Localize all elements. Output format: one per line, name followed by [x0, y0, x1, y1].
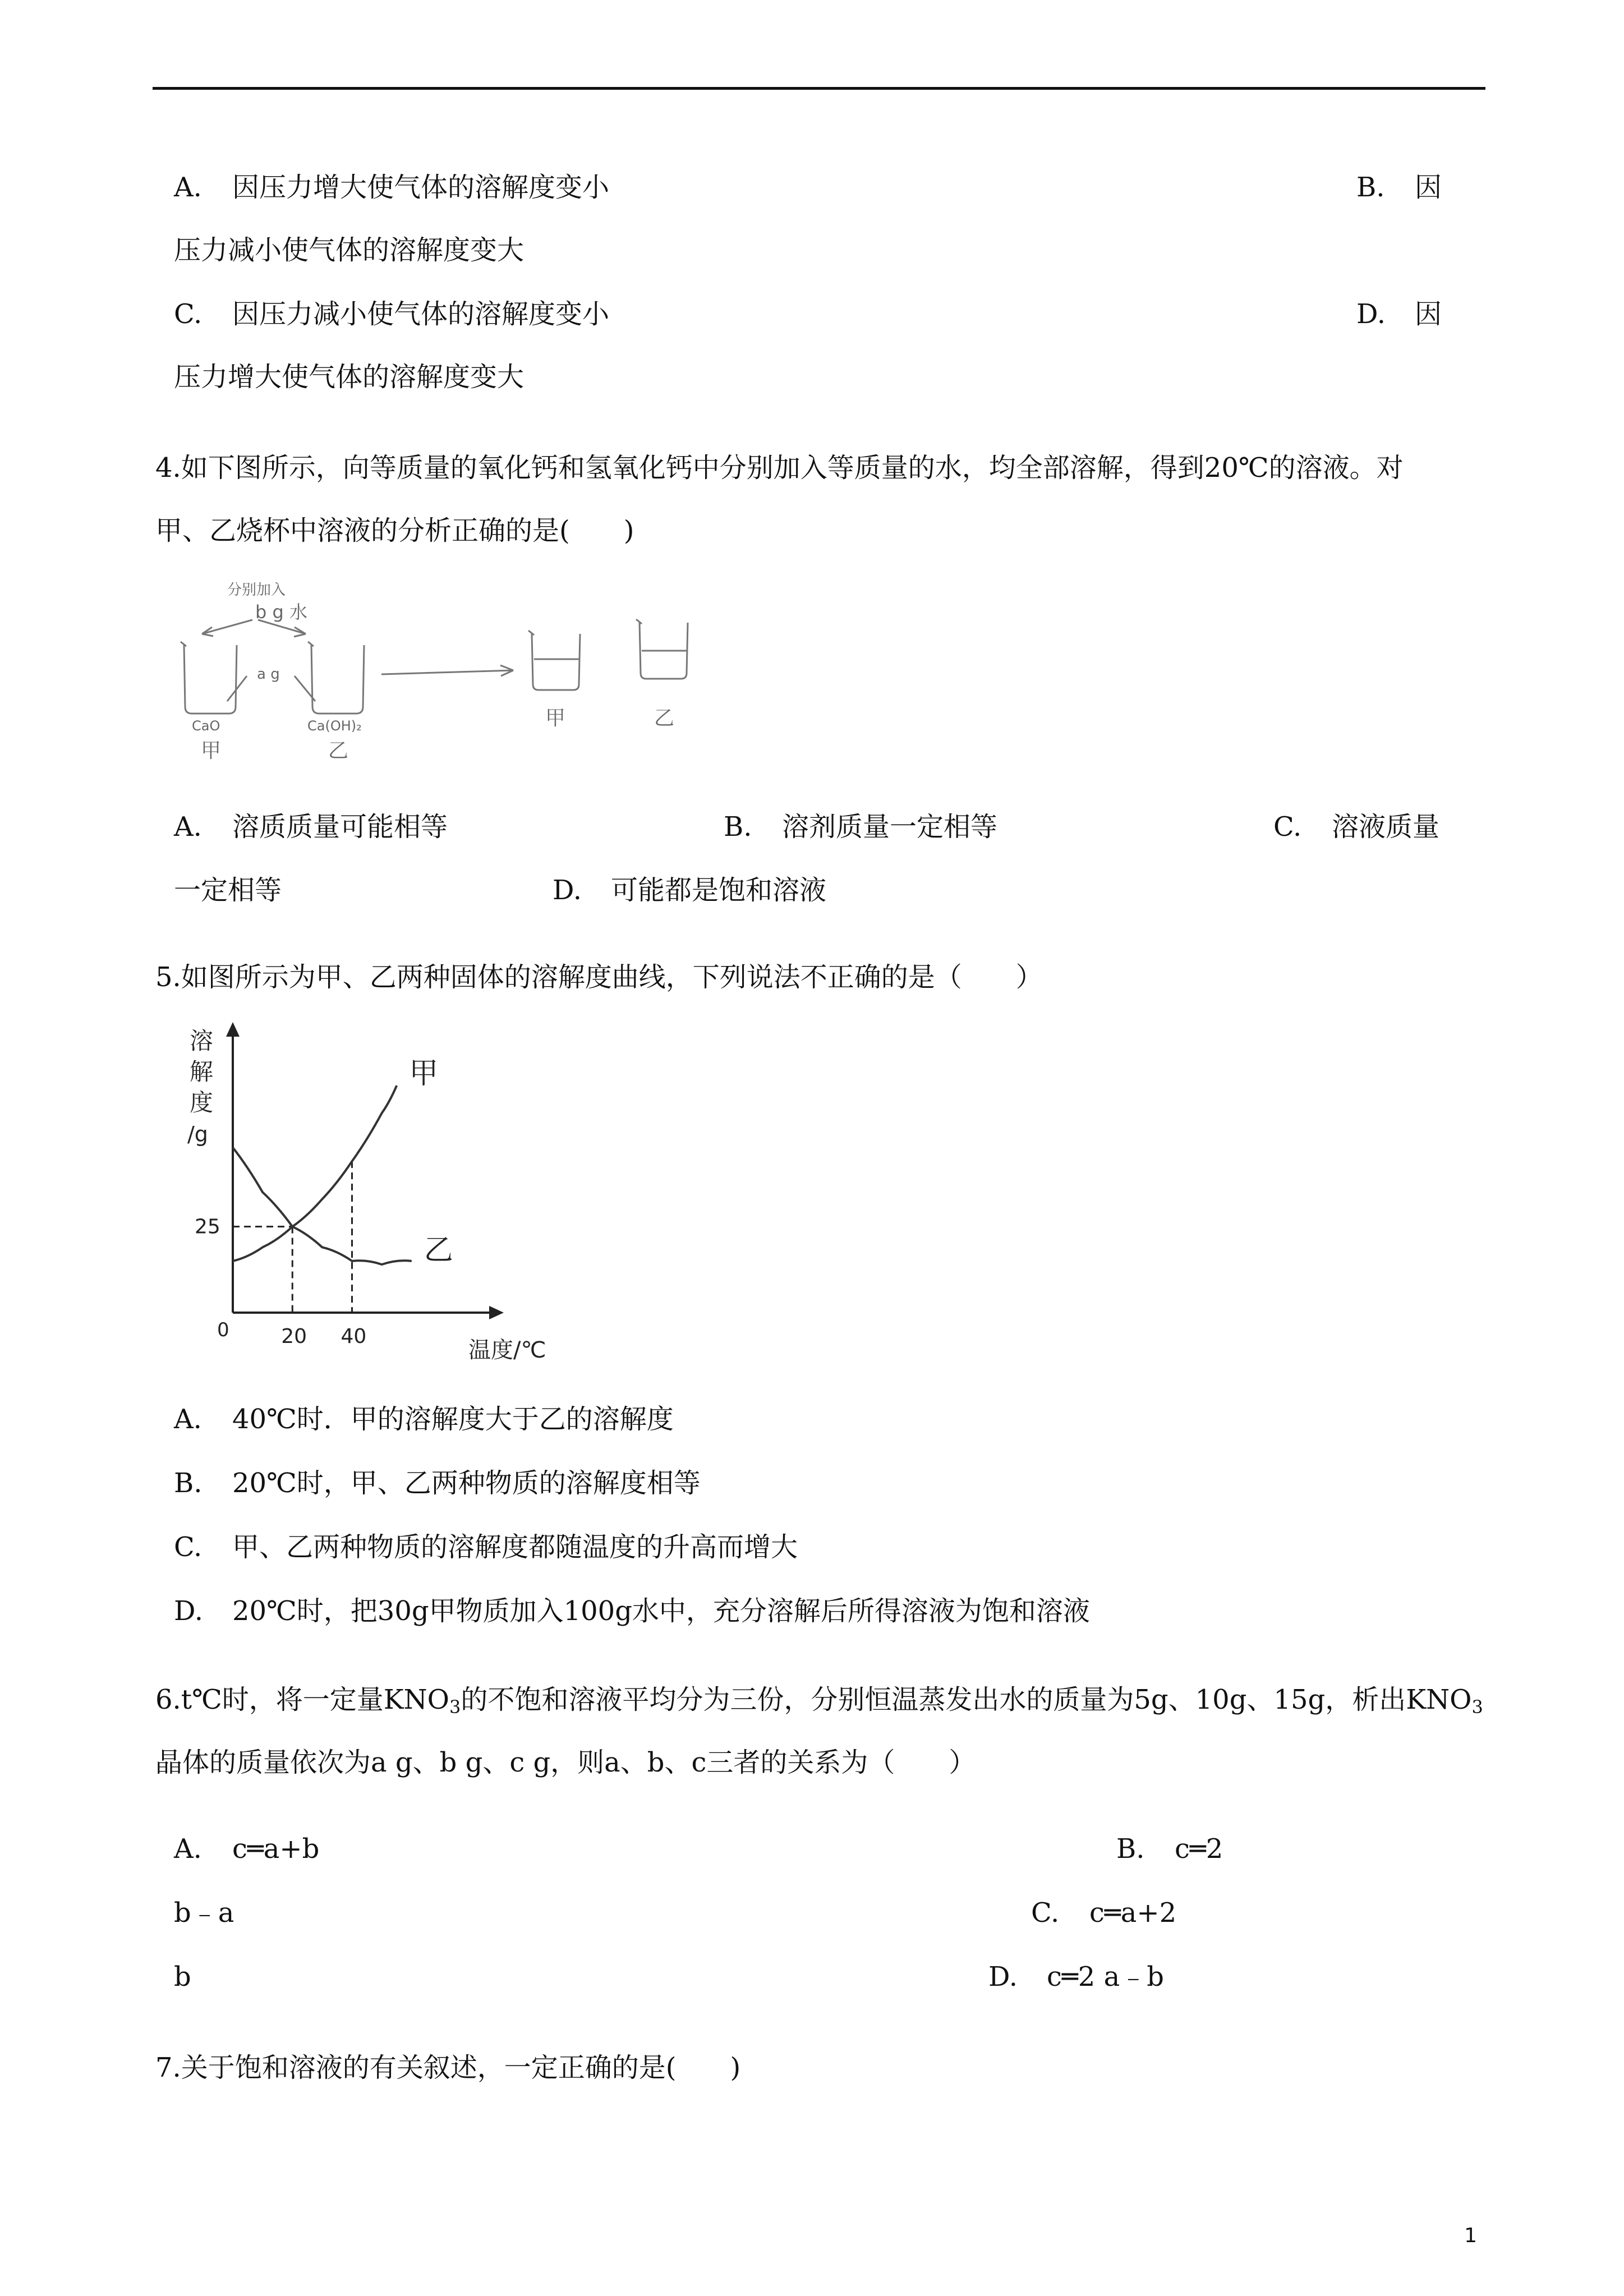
- q6-option-b-head: B. c═2: [1116, 1833, 1223, 1865]
- beaker-jia-left: [184, 645, 237, 714]
- q3-option-b-tail: 压力减小使气体的溶解度变大: [174, 234, 525, 266]
- y-tick-label-25: 25: [195, 1215, 220, 1239]
- q5-option-d: D. 20℃时，把30g甲物质加入100g水中，充分溶解后所得溶液为饱和溶液: [174, 1595, 1090, 1627]
- q5-option-c: C. 甲、乙两种物质的溶解度都随温度的升高而增大: [174, 1531, 798, 1563]
- q5-option-b: B. 20℃时，甲、乙两种物质的溶解度相等: [174, 1467, 701, 1499]
- q3-option-c: C. 因压力减小使气体的溶解度变小: [174, 298, 610, 330]
- label-cao: CaO: [192, 718, 220, 734]
- q3-option-d-head: D. 因: [1356, 298, 1442, 330]
- q4-stem-line2: 甲、乙烧杯中溶液的分析正确的是( ): [155, 515, 634, 546]
- x-axis-arrowhead: [489, 1306, 504, 1319]
- label-jia-left: 甲: [201, 739, 222, 762]
- arrow-left-line: [202, 620, 252, 634]
- q6-option-d: D. c═2 a﹣b: [988, 1961, 1164, 1993]
- x-tick-label-20: 20: [281, 1325, 307, 1348]
- beaker-jia-right: [532, 634, 580, 690]
- q6-stem-line1: 6.t℃时，将一定量$KNO_3$的不饱和溶液平均分为三份，分别恒温蒸发出水的质量为5g、10g、15g，析出$KNO_3$: [155, 1684, 1483, 1718]
- series-label-jia: 甲: [409, 1057, 439, 1091]
- header-rule: [153, 87, 1485, 90]
- q4-option-b: B. 溶剂质量一定相等: [724, 811, 998, 843]
- origin-label: 0: [217, 1319, 229, 1341]
- q5-option-a: A. 40℃时．甲的溶解度大于乙的溶解度: [174, 1404, 674, 1435]
- y-axis-char-3: 度: [190, 1089, 214, 1116]
- pointer-ag-left: [227, 676, 247, 701]
- q4-option-d: D. 可能都是饱和溶液: [553, 875, 827, 906]
- process-arrow-line: [381, 670, 513, 674]
- y-axis-label: [187, 1027, 213, 1147]
- y-axis-char-1: 溶: [190, 1027, 214, 1055]
- q6-option-a: A. c═a+b: [174, 1833, 320, 1865]
- y-axis-char-4: /g: [187, 1122, 208, 1147]
- q5-solubility-chart: [180, 1021, 572, 1369]
- label-caoh2: Ca(OH)₂: [307, 718, 362, 734]
- q4-beaker-figure: [168, 567, 718, 769]
- label-water: b g 水: [255, 601, 307, 623]
- page-number: 1: [1464, 2224, 1477, 2247]
- q6-stem-line2: 晶体的质量依次为a g、b g、c g，则a、b、c三者的关系为（ ）: [155, 1747, 976, 1778]
- series-line-yi: [233, 1148, 412, 1265]
- y-axis-char-2: 解: [190, 1058, 214, 1085]
- q6-option-c-head: C. c═a+2: [1031, 1897, 1177, 1929]
- q4-option-a: A. 溶质质量可能相等: [174, 811, 448, 843]
- series-label-yi: 乙: [424, 1234, 453, 1267]
- q3-option-b-head: B. 因: [1356, 172, 1442, 203]
- q3-option-a: A. 因压力增大使气体的溶解度变小: [174, 172, 610, 203]
- q7-stem: 7.关于饱和溶液的有关叙述，一定正确的是( ): [155, 2052, 741, 2083]
- x-axis-label: 温度/℃: [468, 1337, 546, 1363]
- q6-option-c-tail: b: [174, 1961, 191, 1993]
- q4-option-c-head: C. 溶液质量: [1273, 811, 1440, 843]
- label-yi-left: 乙: [328, 739, 349, 762]
- label-ag: a g: [257, 666, 280, 683]
- q4-option-c-tail: 一定相等: [174, 875, 282, 906]
- q6-option-b-tail: b﹣a: [174, 1897, 234, 1929]
- x-tick-label-40: 40: [341, 1325, 367, 1348]
- q4-stem-line1: 4.如下图所示，向等质量的氧化钙和氢氧化钙中分别加入等质量的水，均全部溶解，得到20℃的溶液。对: [155, 452, 1404, 484]
- label-add: 分别加入: [227, 582, 286, 599]
- series-line-jia: [233, 1085, 397, 1261]
- label-yi-right: 乙: [654, 707, 675, 730]
- q5-stem: 5.如图所示为甲、乙两种固体的溶解度曲线，下列说法不正确的是（ ）: [155, 961, 1043, 993]
- beaker-yi-left: [311, 645, 364, 714]
- y-axis-arrowhead: [226, 1022, 240, 1037]
- q3-option-d-tail: 压力增大使气体的溶解度变大: [174, 361, 525, 393]
- label-jia-right: 甲: [545, 707, 566, 730]
